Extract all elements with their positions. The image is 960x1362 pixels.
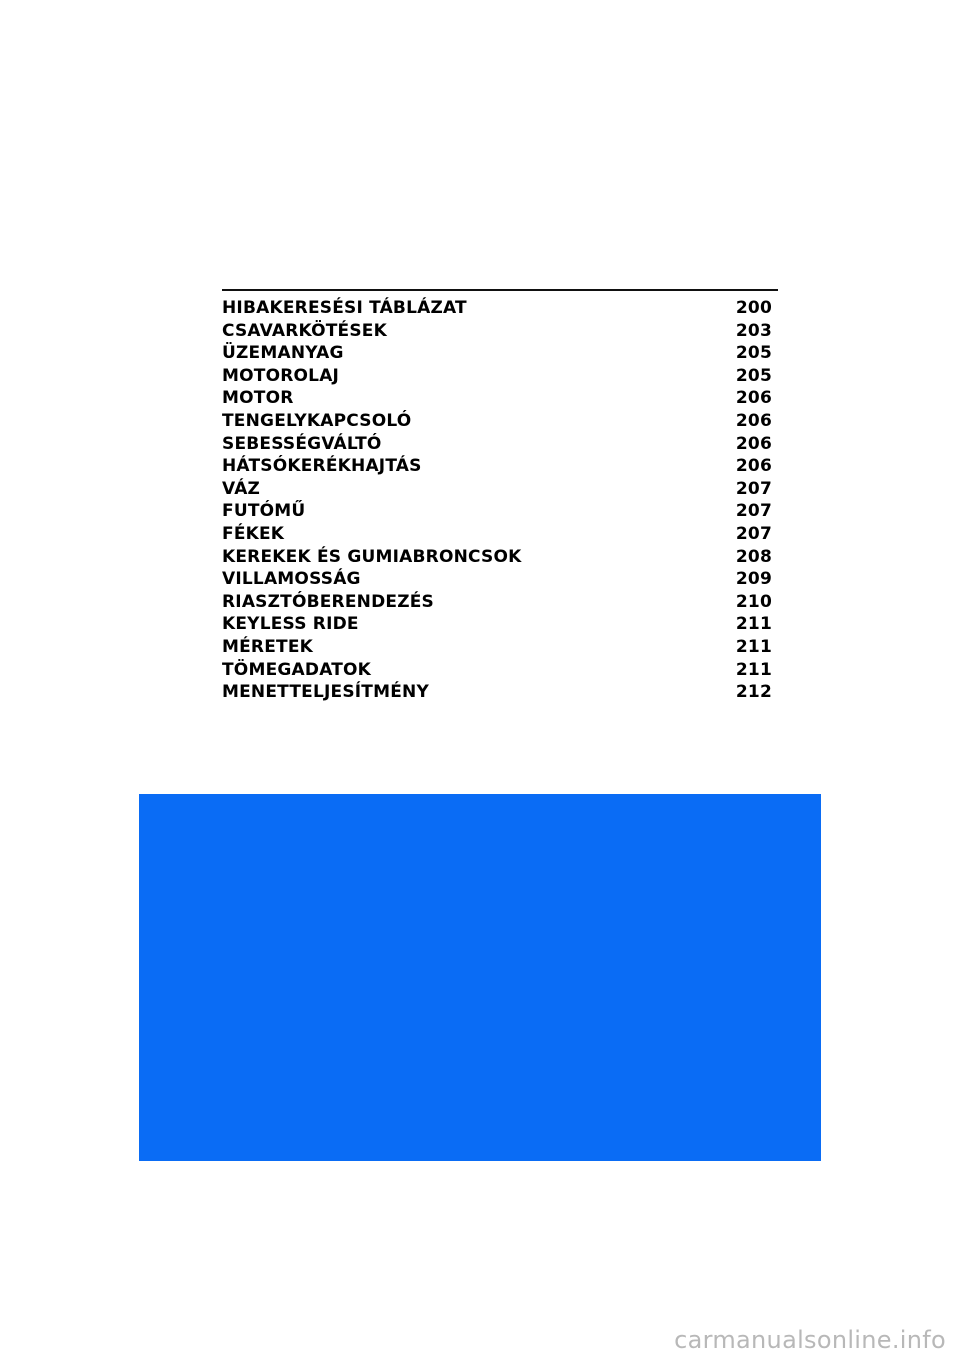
blue-panel [139, 794, 821, 1161]
toc-entry-title: MOTOR [222, 388, 294, 409]
toc-entry-page: 205 [735, 343, 772, 364]
toc-entry-page: 207 [735, 478, 772, 499]
toc-entry[interactable] [222, 387, 778, 410]
toc-entry[interactable] [222, 410, 778, 433]
toc-entry-title: KEREKEK ÉS GUMIABRONCSOK [222, 546, 522, 567]
toc-entry-page: 208 [735, 546, 772, 567]
toc-entry-page: 211 [735, 659, 772, 680]
toc-entry[interactable] [222, 636, 778, 659]
toc-entry[interactable] [222, 365, 778, 388]
toc-entry-title: RIASZTÓBERENDEZÉS [222, 591, 434, 612]
toc-entry[interactable] [222, 297, 778, 320]
toc-entry[interactable] [222, 500, 778, 523]
toc-entry[interactable] [222, 342, 778, 365]
watermark-text: carmanualsonline.info [674, 1326, 946, 1354]
toc-entry-title: TÖMEGADATOK [222, 659, 372, 680]
toc-entry-page: 200 [735, 298, 772, 318]
toc-entry-page: 206 [735, 456, 772, 477]
toc-entry-page: 209 [735, 569, 772, 590]
toc-entry[interactable] [222, 433, 778, 456]
toc-entry-page: 210 [735, 591, 772, 612]
toc-entry[interactable] [222, 591, 778, 614]
toc-entry-title: MÉRETEK [222, 636, 314, 657]
toc-entry[interactable] [222, 681, 778, 704]
toc-entry-page: 211 [735, 614, 772, 635]
toc-entry-page: 207 [735, 501, 772, 522]
toc-entry[interactable] [222, 455, 778, 478]
toc-entry-title: HIBAKERESÉSI TÁBLÁZAT [222, 298, 467, 318]
toc-entry-page: 211 [735, 636, 772, 657]
toc-entry[interactable] [222, 568, 778, 591]
toc-entry-title: VILLAMOSSÁG [222, 569, 361, 590]
toc-list [222, 297, 778, 704]
toc-entry-title: CSAVARKÖTÉSEK [222, 320, 387, 341]
toc-entry[interactable] [222, 523, 778, 546]
toc-entry-page: 206 [735, 388, 772, 409]
toc-entry-title: FÉKEK [222, 523, 285, 544]
toc-entry-title: ÜZEMANYAG [222, 343, 344, 364]
toc-entry-page: 206 [735, 433, 772, 454]
toc-entry-title: HÁTSÓKERÉKHAJTÁS [222, 456, 422, 477]
toc-top-rule [222, 289, 778, 291]
toc-entry[interactable] [222, 613, 778, 636]
toc-entry-title: KEYLESS RIDE [222, 614, 359, 635]
toc-entry[interactable] [222, 320, 778, 343]
toc-entry-title: MOTOROLAJ [222, 365, 340, 386]
toc-entry[interactable] [222, 546, 778, 569]
toc-entry-page: 205 [735, 365, 772, 386]
table-of-contents [222, 289, 778, 704]
toc-entry-title: SEBESSÉGVÁLTÓ [222, 433, 382, 454]
toc-entry-page: 212 [735, 682, 772, 703]
toc-entry-title: VÁZ [222, 478, 261, 499]
toc-entry-page: 207 [735, 523, 772, 544]
toc-entry-title: MENETTELJESÍTMÉNY [222, 682, 429, 703]
toc-entry[interactable] [222, 659, 778, 682]
toc-entry-title: TENGELYKAPCSOLÓ [222, 410, 412, 431]
toc-entry-page: 203 [735, 320, 772, 341]
toc-entry[interactable] [222, 478, 778, 501]
toc-entry-page: 206 [735, 410, 772, 431]
toc-entry-title: FUTÓMŰ [222, 501, 306, 522]
